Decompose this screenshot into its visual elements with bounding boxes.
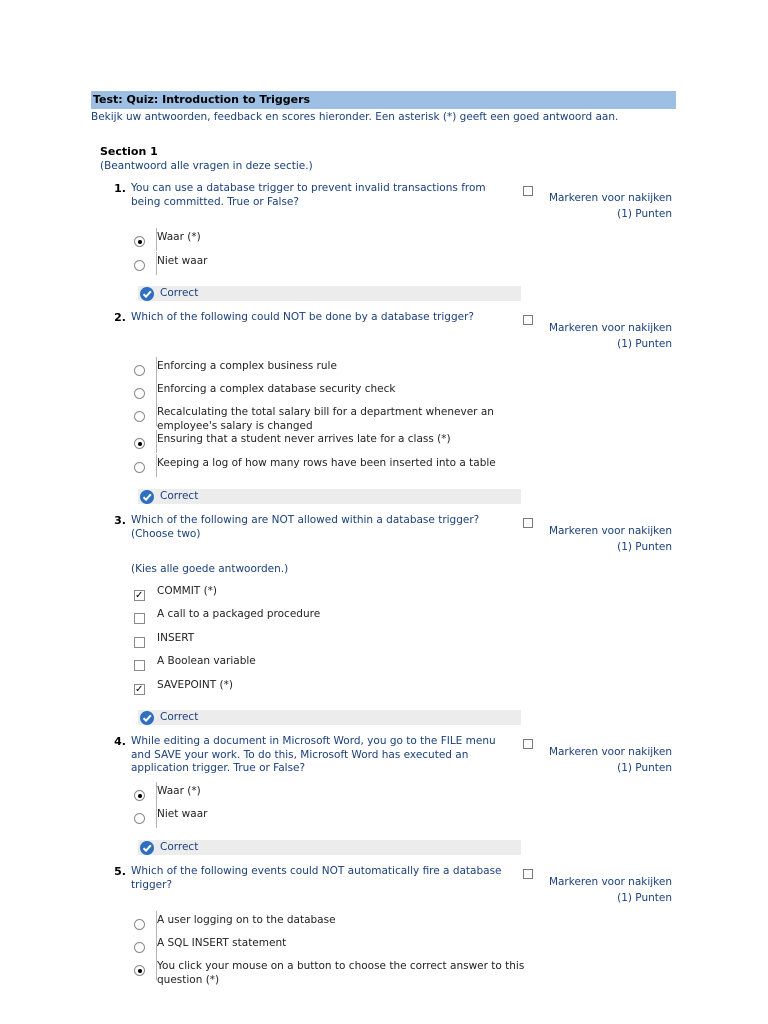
option-label: A call to a packaged procedure [157,608,321,620]
question-number: 5. [114,865,126,878]
feedback-text: Correct [160,841,199,853]
points-label: (1) Punten [617,761,672,774]
option-label: COMMIT (*) [157,585,218,597]
answer-hint: (Kies alle goede antwoorden.) [131,563,289,575]
option-radio[interactable] [134,919,145,930]
question-number: 3. [114,514,126,527]
option-checkbox[interactable] [134,637,145,648]
feedback-bar [138,840,521,855]
option-radio[interactable] [134,790,145,801]
option-label: Ensuring that a student never arrives late for a class (*) [157,433,451,445]
mark-label: Markeren voor nakijken [548,192,672,204]
feedback-text: Correct [160,287,199,299]
feedback-bar [138,286,521,301]
mark-for-review [532,745,672,776]
question-number: 1. [114,182,126,195]
option-label: Enforcing a complex database security check [157,383,396,395]
option-label: INSERT [157,632,195,644]
question-text: Which of the following could NOT be done by a database trigger? [131,311,474,323]
option-label: A SQL INSERT statement [157,937,287,949]
option-radio[interactable] [134,813,145,824]
option-label: You click your mouse on a button to choose the correct answer to this question (*) [157,960,525,986]
option-label: Enforcing a complex business rule [157,360,337,372]
feedback-bar [138,489,521,504]
option-label: Waar (*) [157,785,201,797]
section-instruction: (Beantwoord alle vragen in deze sectie.) [100,160,313,172]
option-radio[interactable] [134,438,145,449]
quiz-title: Test: Quiz: Introduction to Triggers [93,93,311,106]
quiz-instructions: Bekijk uw antwoorden, feedback en scores hieronder. Een asterisk (*) geeft een goed antwoord aan. [91,111,619,123]
option-label: SAVEPOINT (*) [157,679,233,691]
check-circle-icon [140,711,154,725]
mark-label: Markeren voor nakijken [548,322,672,334]
option-checkbox[interactable] [134,660,145,671]
option-label: Recalculating the total salary bill for a department whenever an employee's salary is changed [157,406,494,432]
mark-for-review [532,321,672,352]
option-checkbox[interactable] [134,684,145,695]
option-label: Keeping a log of how many rows have been inserted into a table [157,457,496,469]
mark-label: Markeren voor nakijken [548,876,672,888]
question-number: 4. [114,735,126,748]
question-number: 2. [114,311,126,324]
question-text: You can use a database trigger to prevent invalid transactions from being committed. True or False? [131,182,486,208]
option-checkbox[interactable] [134,590,145,601]
points-label: (1) Punten [617,540,672,553]
feedback-bar [138,710,521,725]
mark-for-review [532,875,672,906]
check-circle-icon [140,841,154,855]
option-radio[interactable] [134,236,145,247]
option-label: A user logging on to the database [157,914,336,926]
option-label: A Boolean variable [157,655,256,667]
option-radio[interactable] [134,388,145,399]
option-radio[interactable] [134,965,145,976]
mark-label: Markeren voor nakijken [548,525,672,537]
option-radio[interactable] [134,942,145,953]
option-radio[interactable] [134,462,145,473]
question-text: Which of the following events could NOT automatically fire a database trigger? [131,865,502,891]
check-circle-icon [140,490,154,504]
mark-for-review [532,191,672,222]
checkmark-icon: ✓ [135,684,144,695]
points-label: (1) Punten [617,337,672,350]
feedback-text: Correct [160,490,199,502]
option-radio[interactable] [134,411,145,422]
option-label: Waar (*) [157,231,201,243]
option-checkbox[interactable] [134,613,145,624]
mark-for-review [532,524,672,555]
option-radio[interactable] [134,365,145,376]
feedback-text: Correct [160,711,199,723]
mark-label: Markeren voor nakijken [548,746,672,758]
option-label: Niet waar [157,808,208,820]
points-label: (1) Punten [617,207,672,220]
option-radio[interactable] [134,260,145,271]
question-text: While editing a document in Microsoft Word, you go to the FILE menu and SAVE your work. To do this, Microsoft Word has executed an application trigger. True or False? [131,735,496,774]
question-text: Which of the following are NOT allowed within a database trigger? (Choose two) [131,514,480,540]
points-label: (1) Punten [617,891,672,904]
option-label: Niet waar [157,255,208,267]
section-title: Section 1 [100,145,158,158]
checkmark-icon: ✓ [135,590,144,601]
quiz-title-bar [91,91,676,109]
check-circle-icon [140,287,154,301]
